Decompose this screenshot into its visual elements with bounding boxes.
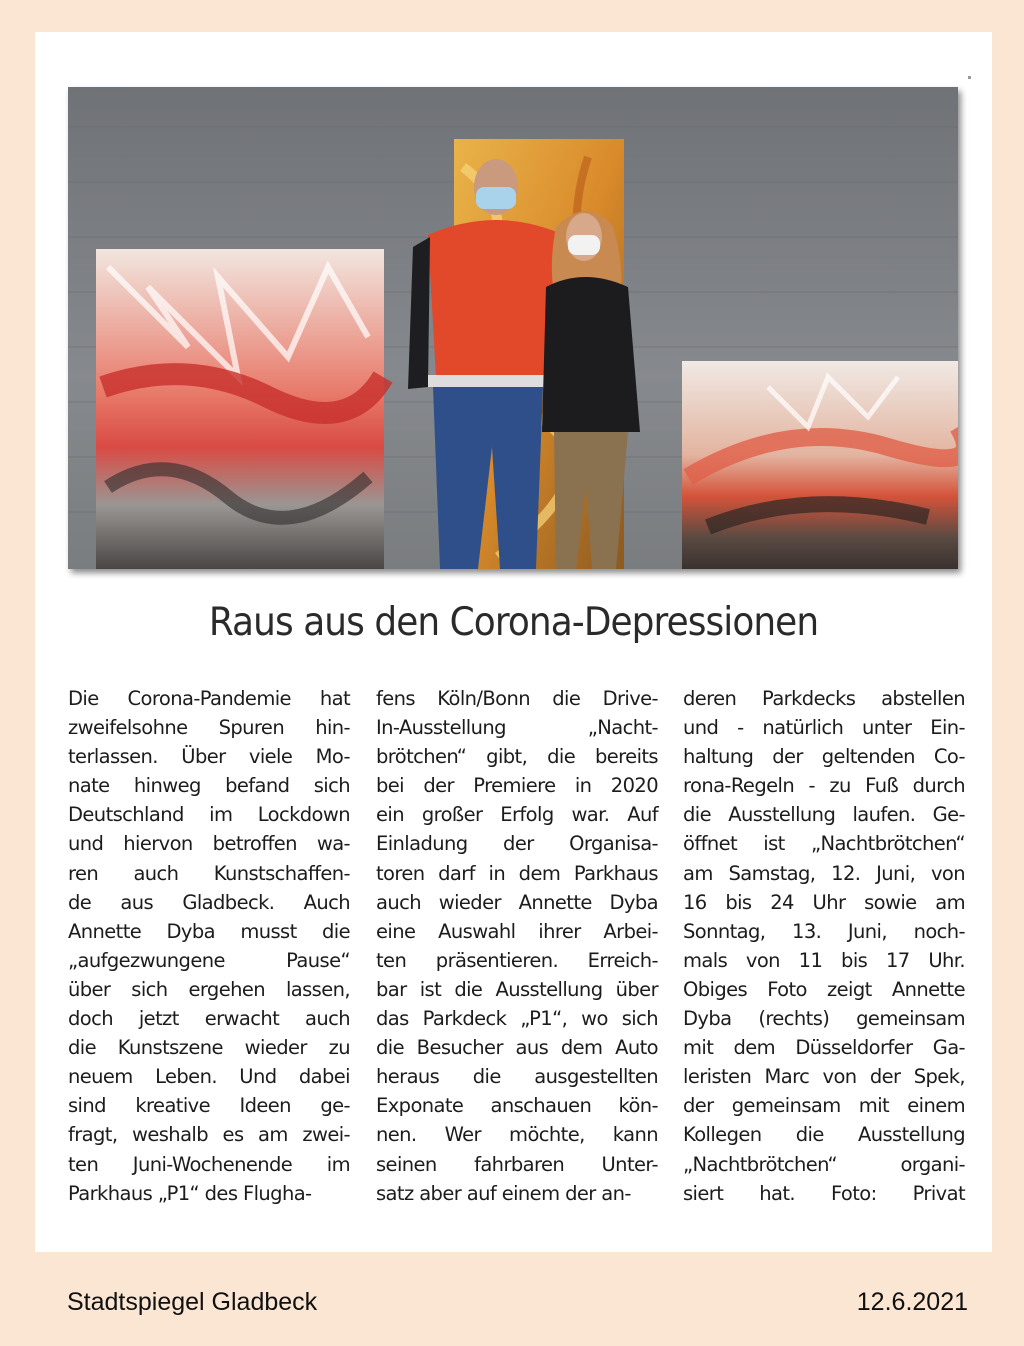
article-line: rona-Regeln - zu Fuß durch: [683, 774, 965, 798]
article-line: Parkhaus „P1“ des Flugha-: [68, 1181, 312, 1205]
article-line: am Samstag, 12. Juni, von: [683, 861, 965, 885]
article-line: „Nachtbrötchen“ organi-: [683, 1152, 965, 1176]
article-line: terlassen. Über viele Mo-: [68, 745, 350, 769]
article-line: de aus Gladbeck. Auch: [68, 890, 350, 914]
article-line: „aufgezwungene Pause“: [68, 948, 350, 972]
photo-illustration: [68, 87, 958, 569]
article-line: ten Juni-Wochenende im: [68, 1152, 350, 1176]
article-line: nen. Wer möchte, kann: [376, 1123, 658, 1147]
newspaper-clipping: [35, 32, 992, 1252]
article-line: bei der Premiere in 2020: [376, 774, 658, 798]
article-line: sind kreative Ideen ge-: [68, 1094, 350, 1118]
article-line: öffnet ist „Nachtbrötchen“: [683, 832, 965, 856]
article-line: nate hinweg befand sich: [68, 774, 350, 798]
article-line: Annette Dyba musst die: [68, 919, 350, 943]
article-line: fens Köln/Bonn die Drive-: [376, 687, 658, 710]
article-line: deren Parkdecks abstellen: [683, 687, 965, 710]
article-line: die Ausstellung laufen. Ge-: [683, 803, 965, 827]
article-line: Einladung der Organisa-: [376, 832, 658, 856]
article-line: fragt, weshalb es am zwei-: [68, 1123, 350, 1147]
article-line: eine Auswahl ihrer Arbei-: [376, 919, 658, 943]
article-line: brötchen“ gibt, die bereits: [376, 745, 658, 769]
article-line: die Kunstszene wieder zu: [68, 1036, 350, 1060]
article-line: heraus die ausgestellten: [376, 1065, 658, 1089]
publication-name: Stadtspiegel Gladbeck: [67, 1288, 318, 1316]
article-line: über sich ergehen lassen,: [68, 977, 350, 1001]
article-line: ren auch Kunstschaffen-: [68, 861, 350, 885]
scan-mark: [968, 76, 971, 79]
article-line: auch wieder Annette Dyba: [376, 890, 658, 914]
article-line: satz aber auf einem der an-: [376, 1181, 631, 1205]
article-line: neuem Leben. Und dabei: [68, 1065, 350, 1089]
article-column-2: [376, 684, 658, 1208]
article-line: zweifelsohne Spuren hin-: [68, 716, 350, 740]
article-line: und hiervon betroffen wa-: [68, 832, 350, 856]
article-line: 16 bis 24 Uhr sowie am: [683, 890, 965, 914]
headline: Raus aus den Corona-Depressionen: [208, 600, 819, 645]
article-line: mals von 11 bis 17 Uhr.: [683, 948, 965, 972]
article-column-1: [68, 684, 350, 1208]
article-line: und - natürlich unter Ein-: [683, 716, 965, 740]
article-line: Kollegen die Ausstellung: [683, 1123, 965, 1147]
article-line: das Parkdeck „P1“, wo sich: [376, 1007, 658, 1031]
article-line: doch jetzt erwacht auch: [68, 1007, 350, 1031]
article-line: haltung der geltenden Co-: [683, 745, 965, 769]
article-line: Dyba (rechts) gemeinsam: [683, 1007, 965, 1031]
publication-date: 12.6.2021: [856, 1288, 968, 1316]
article-line: Sonntag, 13. Juni, noch-: [683, 919, 965, 943]
article-line: mit dem Düsseldorfer Ga-: [683, 1036, 965, 1060]
article-line: Die Corona-Pandemie hat: [68, 687, 350, 710]
article-line: leristen Marc von der Spek,: [683, 1065, 965, 1089]
article-line: Deutschland im Lockdown: [68, 803, 350, 827]
article-line: In-Ausstellung „Nacht-: [376, 716, 658, 740]
article-line: die Besucher aus dem Auto: [376, 1036, 658, 1060]
article-line: der gemeinsam mit einem: [683, 1094, 965, 1118]
article-column-3: [683, 684, 965, 1208]
article-photo: [68, 87, 958, 569]
article-line: seinen fahrbaren Unter-: [376, 1152, 658, 1176]
article-line: toren darf in dem Parkhaus: [376, 861, 658, 885]
article-line: siert hat. Foto: Privat: [683, 1181, 965, 1205]
article-line: Exponate anschauen kön-: [376, 1094, 658, 1118]
article-line: ein großer Erfolg war. Auf: [376, 803, 658, 827]
article-line: Obiges Foto zeigt Annette: [683, 977, 965, 1001]
article-line: bar ist die Ausstellung über: [376, 977, 658, 1001]
article-line: ten präsentieren. Erreich-: [376, 948, 658, 972]
